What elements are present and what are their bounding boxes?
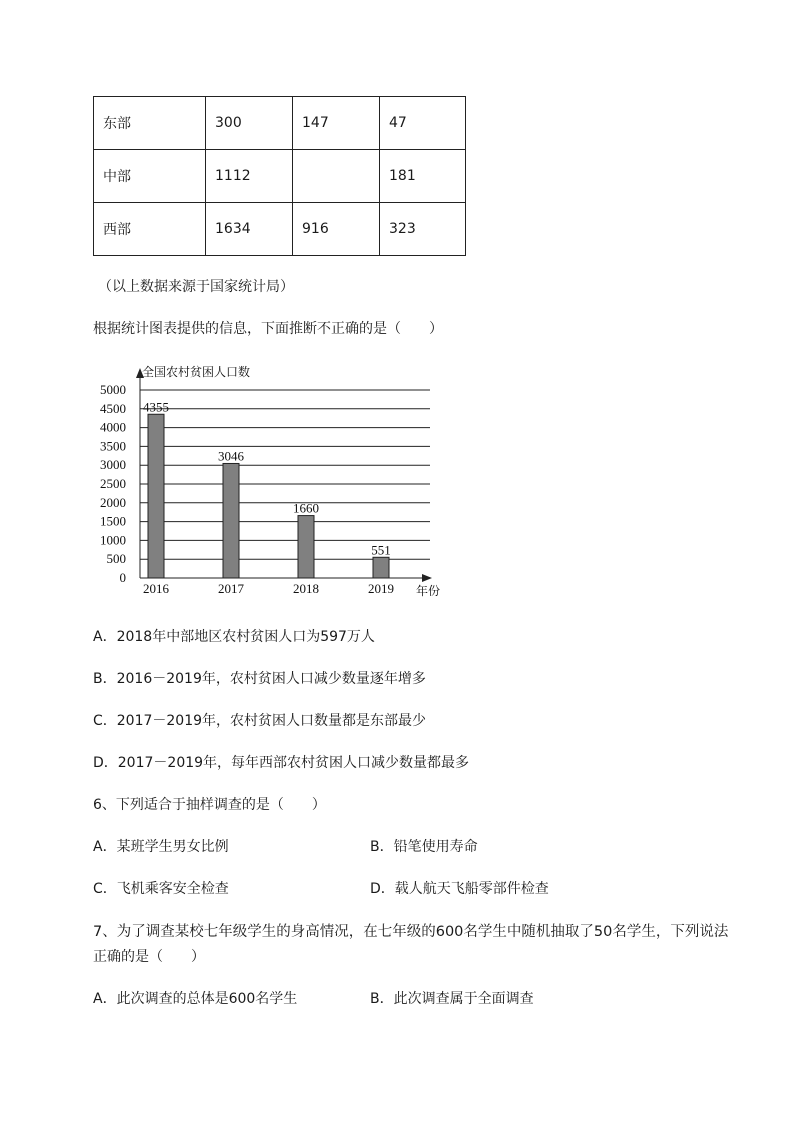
chart-title: 全国农村贫困人口数: [142, 365, 251, 379]
q5-option-d: D．2017－2019年，每年西部农村贫困人口减少数量都最多: [93, 755, 470, 771]
x-tick-label: 2018: [293, 581, 319, 596]
table-cell: 西部: [94, 203, 206, 256]
q6-option-d: D．载人航天飞船零部件检查: [370, 881, 549, 897]
table-row: [94, 203, 466, 256]
table-row: [94, 97, 466, 150]
table-cell: 47: [380, 97, 466, 150]
data-label: 3046: [218, 448, 244, 464]
table-cell: 181: [380, 150, 466, 203]
question-6-stem: 6、下列适合于抽样调查的是（ ）: [93, 797, 326, 813]
bar: [223, 463, 239, 578]
table-cell: 1112: [206, 150, 293, 203]
x-tick-label: 2016: [143, 581, 169, 596]
y-tick-label: 0: [119, 570, 126, 585]
population-table: [93, 96, 466, 256]
table-cell: 东部: [94, 97, 206, 150]
bar: [373, 557, 389, 578]
table-cell: 300: [206, 97, 293, 150]
table-cell: 323: [380, 203, 466, 256]
bar: [298, 516, 314, 578]
y-tick-label: 2500: [100, 476, 126, 491]
data-label: 4355: [143, 399, 169, 415]
y-tick-label: 3000: [100, 457, 126, 473]
table-cell: [293, 150, 380, 203]
y-tick-label: 1500: [100, 513, 126, 529]
question-5-stem: 根据统计图表提供的信息，下面推断不正确的是（ ）: [93, 321, 443, 337]
q5-option-b: B．2016－2019年，农村贫困人口减少数量逐年增多: [93, 671, 426, 687]
x-tick-label: 2019: [368, 581, 394, 596]
population-bar-chart: [90, 358, 450, 603]
y-tick-label: 2000: [100, 494, 126, 510]
data-label: 551: [371, 542, 391, 558]
table-cell: 916: [293, 203, 380, 256]
data-label: 1660: [293, 500, 319, 516]
y-tick-label: 4000: [100, 419, 126, 435]
table-row: [94, 150, 466, 203]
q7-option-b: B．此次调查属于全面调查: [370, 991, 534, 1007]
source-note: （以上数据来源于国家统计局）: [98, 279, 294, 295]
x-tick-label: 2017: [218, 581, 244, 596]
question-7-stem-line2: 正确的是（ ）: [93, 949, 205, 965]
bar: [148, 414, 164, 578]
table-cell: 中部: [94, 150, 206, 203]
table-cell: 1634: [206, 203, 293, 256]
x-axis-arrow: [422, 574, 432, 582]
x-axis-label: 年份: [416, 584, 441, 598]
y-tick-label: 1000: [100, 532, 126, 548]
y-tick-label: 3500: [100, 438, 126, 454]
q6-option-b: B．铅笔使用寿命: [370, 839, 478, 855]
y-tick-label: 4500: [100, 400, 126, 416]
y-tick-label: 5000: [100, 382, 126, 397]
q6-option-a: A．某班学生男女比例: [93, 839, 229, 855]
q6-option-c: C．飞机乘客安全检查: [93, 881, 229, 897]
question-7-stem-line1: 7、为了调查某校七年级学生的身高情况，在七年级的600名学生中随机抽取了50名学生，下列说法: [93, 924, 729, 940]
q7-option-a: A．此次调查的总体是600名学生: [93, 991, 298, 1007]
y-tick-label: 500: [106, 551, 126, 567]
q5-option-c: C．2017－2019年，农村贫困人口数量都是东部最少: [93, 713, 427, 729]
q5-option-a: A．2018年中部地区农村贫困人口为597万人: [93, 629, 375, 645]
table-cell: 147: [293, 97, 380, 150]
